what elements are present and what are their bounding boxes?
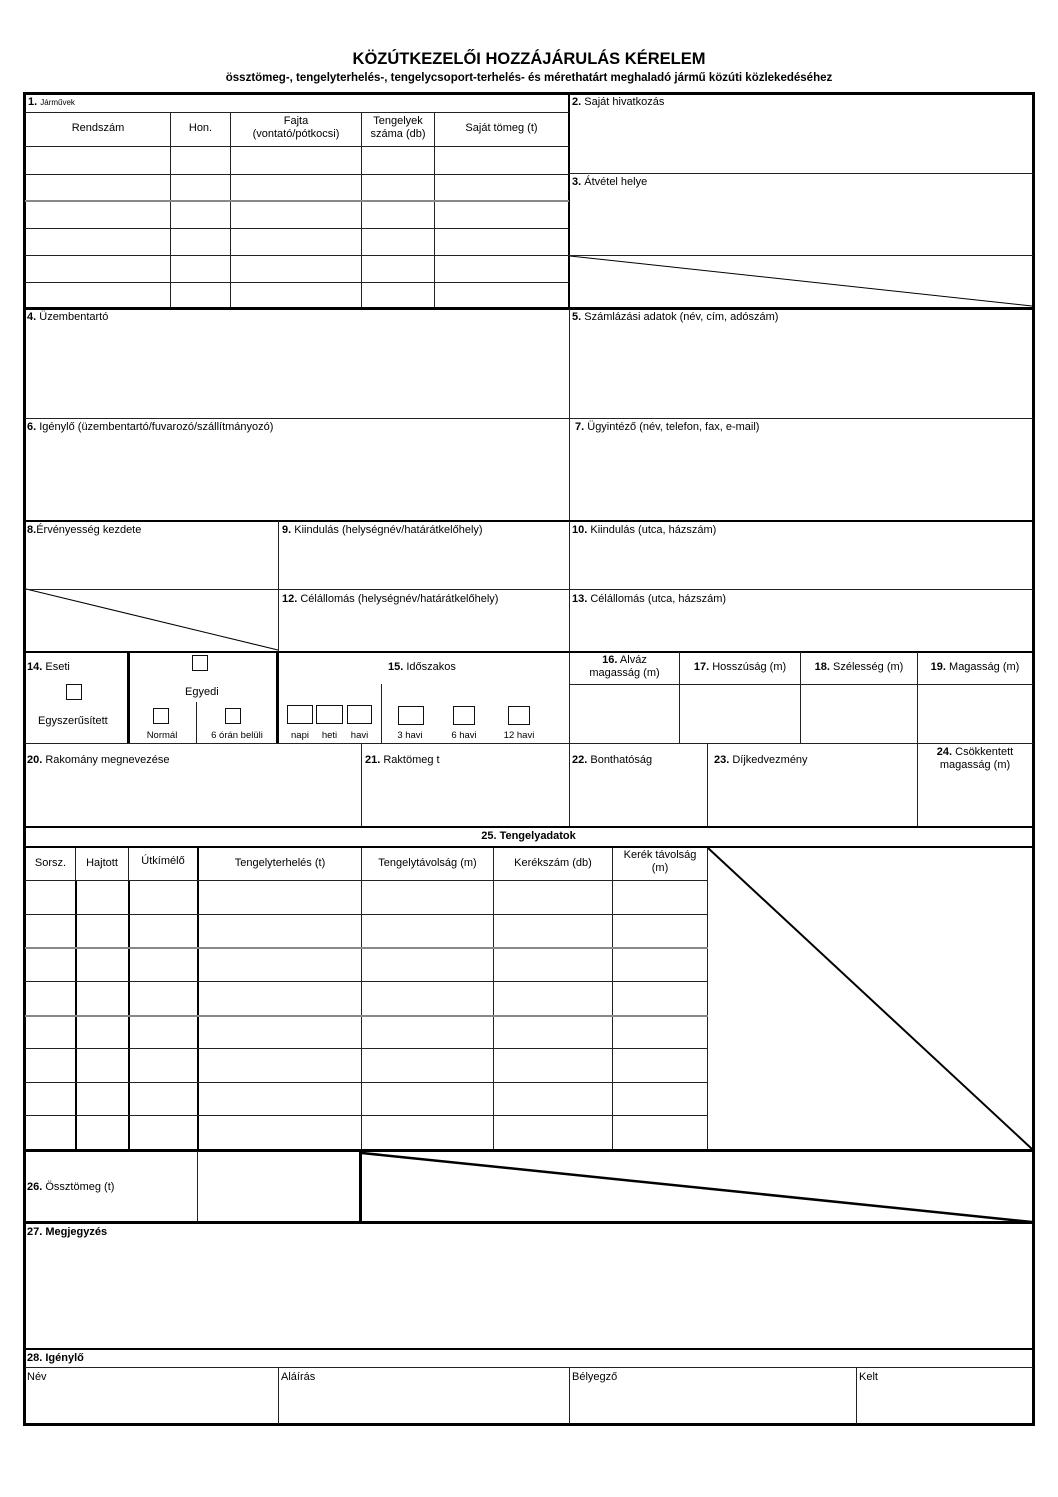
axle-row-5[interactable] [26, 1016, 707, 1049]
belyegzo-label: Bélyegző [572, 1371, 618, 1383]
s14-label: 14. Eseti [27, 661, 70, 673]
s23-field[interactable] [709, 768, 916, 826]
s12-field[interactable] [280, 607, 568, 650]
diagonal-s11 [26, 589, 278, 650]
s22-field[interactable] [571, 768, 706, 826]
s8-field[interactable] [26, 538, 277, 588]
s3-field[interactable] [570, 190, 1031, 254]
s18-field[interactable] [802, 686, 916, 742]
s1-label: 1. Járművek [28, 96, 75, 108]
col-kerekszam: Kerékszám (db) [514, 857, 592, 869]
checkbox-egyszerusitett[interactable] [66, 684, 82, 700]
s17-field[interactable] [681, 686, 799, 742]
vehicle-row-4[interactable] [26, 229, 568, 255]
s7-label: 7. Ügyintéző (név, telefon, fax, e-mail) [575, 421, 760, 433]
axle-row-4[interactable] [26, 982, 707, 1015]
s19-label: 19. Magasság (m) [930, 661, 1020, 673]
egyedi-label: Egyedi [185, 686, 219, 698]
s22-label: 22. Bonthatóság [572, 754, 653, 766]
col-sajat-tomeg: Saját tömeg (t) [465, 122, 538, 134]
s16-label: 16. Alváz magasság (m) [589, 654, 660, 679]
form-title: KÖZÚTKEZELŐI HOZZÁJÁRULÁS KÉRELEM [352, 50, 706, 68]
s5-field[interactable] [571, 326, 1031, 418]
12-havi-label: 12 havi [503, 730, 535, 741]
checkbox-12-havi[interactable] [508, 706, 530, 725]
s21-label: 21. Raktömeg t [365, 754, 440, 766]
s5-label: 5. Számlázási adatok (név, cím, adószám) [572, 311, 779, 323]
s4-label: 4. Üzembentartó [27, 311, 109, 323]
checkbox-3-havi[interactable] [398, 706, 424, 725]
s20-label: 20. Rakomány megnevezése [27, 754, 170, 766]
s6-label: 6. Igénylő (üzembentartó/fuvarozó/szállítmányozó) [27, 421, 274, 433]
col-fajta: Fajta (vontató/pótkocsi) [252, 115, 340, 140]
vehicle-row-6[interactable] [26, 283, 568, 307]
s21-field[interactable] [363, 768, 568, 826]
col-tengelytavolsag: Tengelytávolság (m) [378, 857, 477, 869]
s9-field[interactable] [280, 538, 568, 588]
col-kerek-tavolsag: Kerék távolság (m) [623, 849, 697, 874]
checkbox-6-oran-beluli[interactable] [225, 708, 241, 724]
s9-label: 9. Kiindulás (helységnév/határátkelőhely) [282, 524, 483, 536]
s12-label: 12. Célállomás (helységnév/határátkelőhely) [282, 593, 499, 605]
axle-row-7[interactable] [26, 1083, 707, 1116]
6-oran-beluli-label: 6 órán belüli [211, 730, 263, 741]
col-rendszam: Rendszám [71, 122, 125, 134]
s23-label: 23. Díjkedvezmény [714, 754, 808, 766]
havi-label: havi [350, 730, 369, 741]
s28-label: 28. Igénylő [27, 1352, 84, 1364]
s26-field[interactable] [199, 1152, 358, 1221]
nev-field[interactable] [26, 1385, 277, 1422]
frame-right [1032, 92, 1035, 1425]
vehicle-row-5[interactable] [26, 256, 568, 282]
axle-row-2[interactable] [26, 915, 707, 948]
checkbox-napi[interactable] [287, 705, 313, 724]
checkbox-havi[interactable] [347, 705, 372, 724]
s4-field[interactable] [26, 326, 568, 418]
s19-field[interactable] [919, 686, 1031, 742]
s27-field[interactable] [26, 1241, 1031, 1347]
axle-row-6[interactable] [26, 1049, 707, 1082]
axle-row-8[interactable] [26, 1116, 707, 1149]
s16-field[interactable] [571, 686, 678, 742]
alairas-field[interactable] [280, 1385, 568, 1422]
vehicle-row-1[interactable] [26, 147, 568, 174]
diagonal-axle [708, 848, 1032, 1149]
col-hajtott: Hajtott [86, 857, 118, 869]
egyszerusitett-label: Egyszerűsített [38, 715, 108, 727]
s24-field[interactable] [919, 778, 1031, 826]
s8-label: 8.Érvényesség kezdete [27, 524, 142, 536]
s10-label: 10. Kiindulás (utca, házszám) [572, 524, 717, 536]
nev-label: Név [27, 1371, 47, 1383]
diagonal-s26 [362, 1153, 1032, 1222]
col-sorsz: Sorsz. [34, 857, 67, 869]
6-havi-label: 6 havi [451, 730, 477, 741]
s7-field[interactable] [571, 436, 1031, 520]
axle-row-1[interactable] [26, 881, 707, 914]
s25-title: 25. Tengelyadatok [481, 830, 576, 842]
s20-field[interactable] [26, 768, 360, 826]
s10-field[interactable] [571, 538, 1031, 588]
3-havi-label: 3 havi [397, 730, 423, 741]
normal-label: Normál [146, 730, 178, 741]
kelt-field[interactable] [858, 1385, 1031, 1422]
s15-label: 15. Időszakos [388, 661, 456, 673]
frame-bottom [23, 1423, 1035, 1426]
s2-label: 2. Saját hivatkozás [572, 96, 665, 108]
vehicle-row-2[interactable] [26, 175, 568, 200]
col-tengelyterheles: Tengelyterhelés (t) [234, 857, 326, 869]
s2-field[interactable] [570, 110, 1031, 173]
kelt-label: Kelt [859, 1371, 878, 1383]
s18-label: 18. Szélesség (m) [814, 661, 904, 673]
checkbox-normal[interactable] [153, 708, 169, 724]
checkbox-egyedi[interactable] [192, 655, 208, 671]
s17-label: 17. Hosszúság (m) [693, 661, 787, 673]
belyegzo-field[interactable] [571, 1385, 855, 1422]
s6-field[interactable] [26, 436, 568, 520]
s13-label: 13. Célállomás (utca, házszám) [572, 593, 727, 605]
frame-top [23, 92, 1035, 95]
diagonal-s3 [570, 256, 1032, 306]
form-subtitle: össztömeg-, tengelyterhelés-, tengelycsoport-terhelés- és mérethatárt meghaladó jármű közúti közlekedéséhez [225, 72, 833, 84]
s24-label: 24. Csökkentett magasság (m) [936, 746, 1014, 771]
alairas-label: Aláírás [281, 1371, 316, 1383]
col-utkimelo: Útkímélő [141, 855, 185, 867]
napi-label: napi [291, 730, 309, 741]
s26-label: 26. Össztömeg (t) [27, 1181, 115, 1193]
checkbox-heti[interactable] [316, 705, 343, 724]
axle-row-3[interactable] [26, 948, 707, 981]
s3-label: 3. Átvétel helye [572, 176, 648, 188]
vehicle-row-3[interactable] [26, 202, 568, 228]
col-tengelyek: Tengelyek száma (db) [370, 115, 426, 140]
s27-label: 27. Megjegyzés [27, 1226, 108, 1238]
checkbox-6-havi[interactable] [453, 706, 475, 725]
col-hon: Hon. [188, 122, 213, 134]
s13-field[interactable] [571, 607, 1031, 650]
heti-label: heti [321, 730, 338, 741]
